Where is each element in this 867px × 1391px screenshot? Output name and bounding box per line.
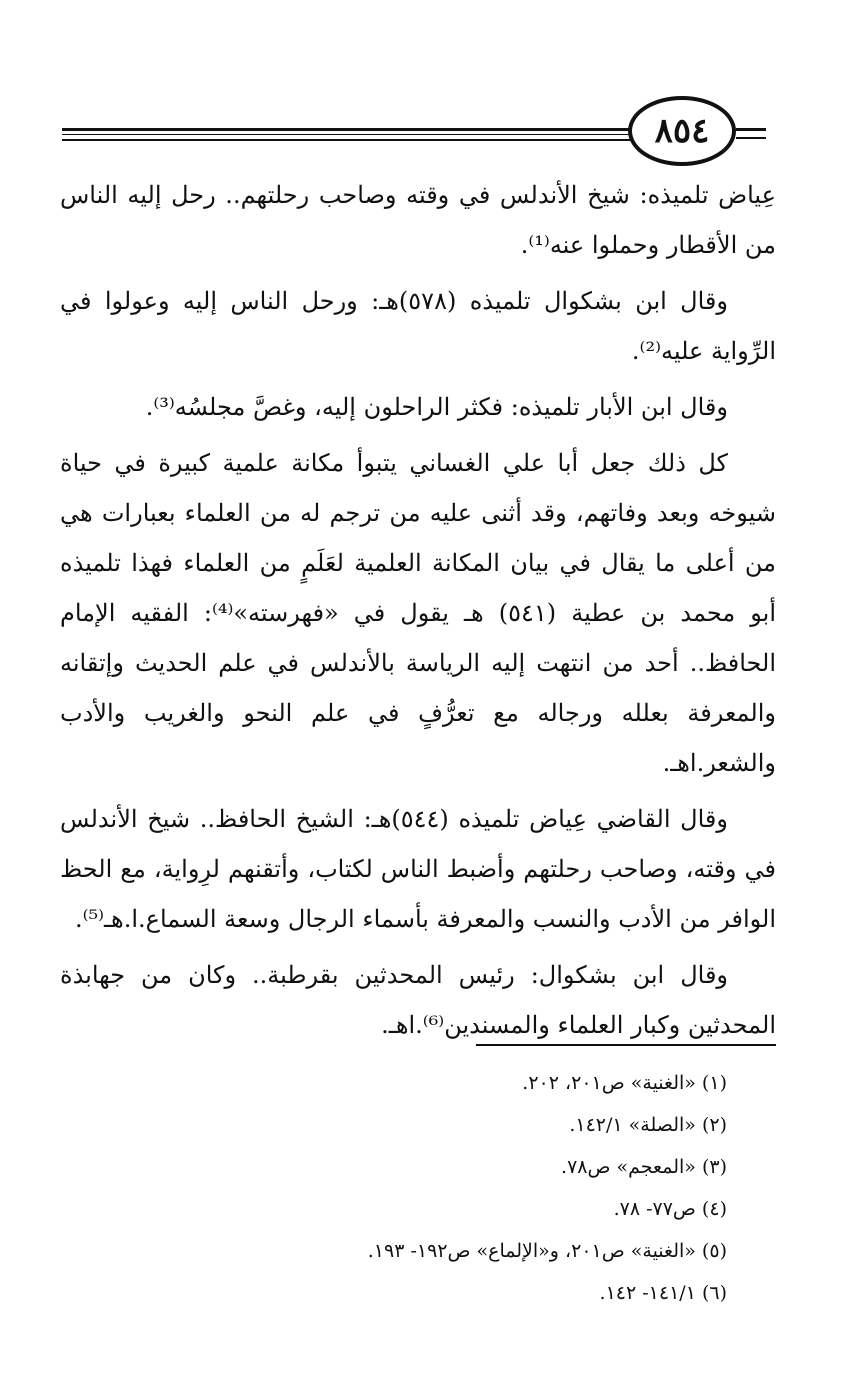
footnotes [87, 1062, 727, 1314]
paragraph: كل ذلك جعل أبا علي الغساني يتبوأ مكانة علمية كبيرة في حياة شيوخه وبعد وفاتهم، وقد أثنى عليه من ترجم له من العلماء بعبارات هي من أعلى ما يقال في بيان المكانة العلمية لعَلَمٍ من العلماء فهذا تلميذه أبو محمد بن عطية (٥٤١) هـ يقول في «فهرسته»⁽⁴⁾: الفقيه الإمام الحافظ.. أحد من انتهت إليه الرياسة بالأندلس في علم الحديث وإتقانه والمعرفة بعلله ورجاله مع تعرُّفٍ في علم النحو والغريب والأدب والشعر.اهـ. [60, 449, 776, 777]
footnote-separator [476, 1044, 776, 1046]
paragraph: عِياض تلميذه: شيخ الأندلس في وقته وصاحب رحلتهم.. رحل إليه الناس من الأقطار وحملوا عنه⁽¹⁾. [60, 181, 776, 259]
header-rule [736, 137, 766, 139]
footnote: (٣) «المعجم» ص٧٨. [561, 1156, 727, 1178]
footnote: (٥) «الغنية» ص٢٠١، و«الإلماع» ص١٩٢- ١٩٣. [367, 1240, 727, 1262]
footnote: (٤) ص٧٧- ٧٨. [613, 1198, 727, 1220]
footnote: (٢) «الصلة» ١٤٢/١. [569, 1114, 727, 1136]
header-rule [736, 128, 766, 131]
header-rule [62, 134, 630, 135]
header-rule [62, 139, 630, 141]
paragraph: وقال ابن بشكوال تلميذه (٥٧٨)هـ: ورحل الناس إليه وعولوا في الرِّواية عليه⁽²⁾. [60, 287, 776, 365]
paragraph: وقال ابن بشكوال: رئيس المحدثين بقرطبة.. وكان من جهابذة المحدثين وكبار العلماء والمسندين⁽⁶⁾.اهـ. [60, 961, 776, 1039]
header-rule [62, 128, 630, 131]
footnote: (١) «الغنية» ص٢٠١، ٢٠٢. [522, 1072, 727, 1094]
page-number: ٨٥٤ [628, 96, 736, 166]
paragraph: وقال ابن الأبار تلميذه: فكثر الراحلون إليه، وغصَّ مجلسُه⁽³⁾. [145, 393, 728, 421]
paragraph: وقال القاضي عِياض تلميذه (٥٤٤)هـ: الشيخ الحافظ.. شيخ الأندلس في وقته، وصاحب رحلتهم وأضبط الناس لكتاب، وأتقنهم لرِواية، مع الحظ الوافر من الأدب والنسب والمعرفة بأسماء الرجال وسعة السماع.ا.هـ⁽⁵⁾. [60, 805, 776, 933]
body-text [60, 170, 776, 1056]
footnote: (٦) ١٤١/١- ١٤٢. [599, 1282, 727, 1304]
page-header [0, 92, 867, 172]
